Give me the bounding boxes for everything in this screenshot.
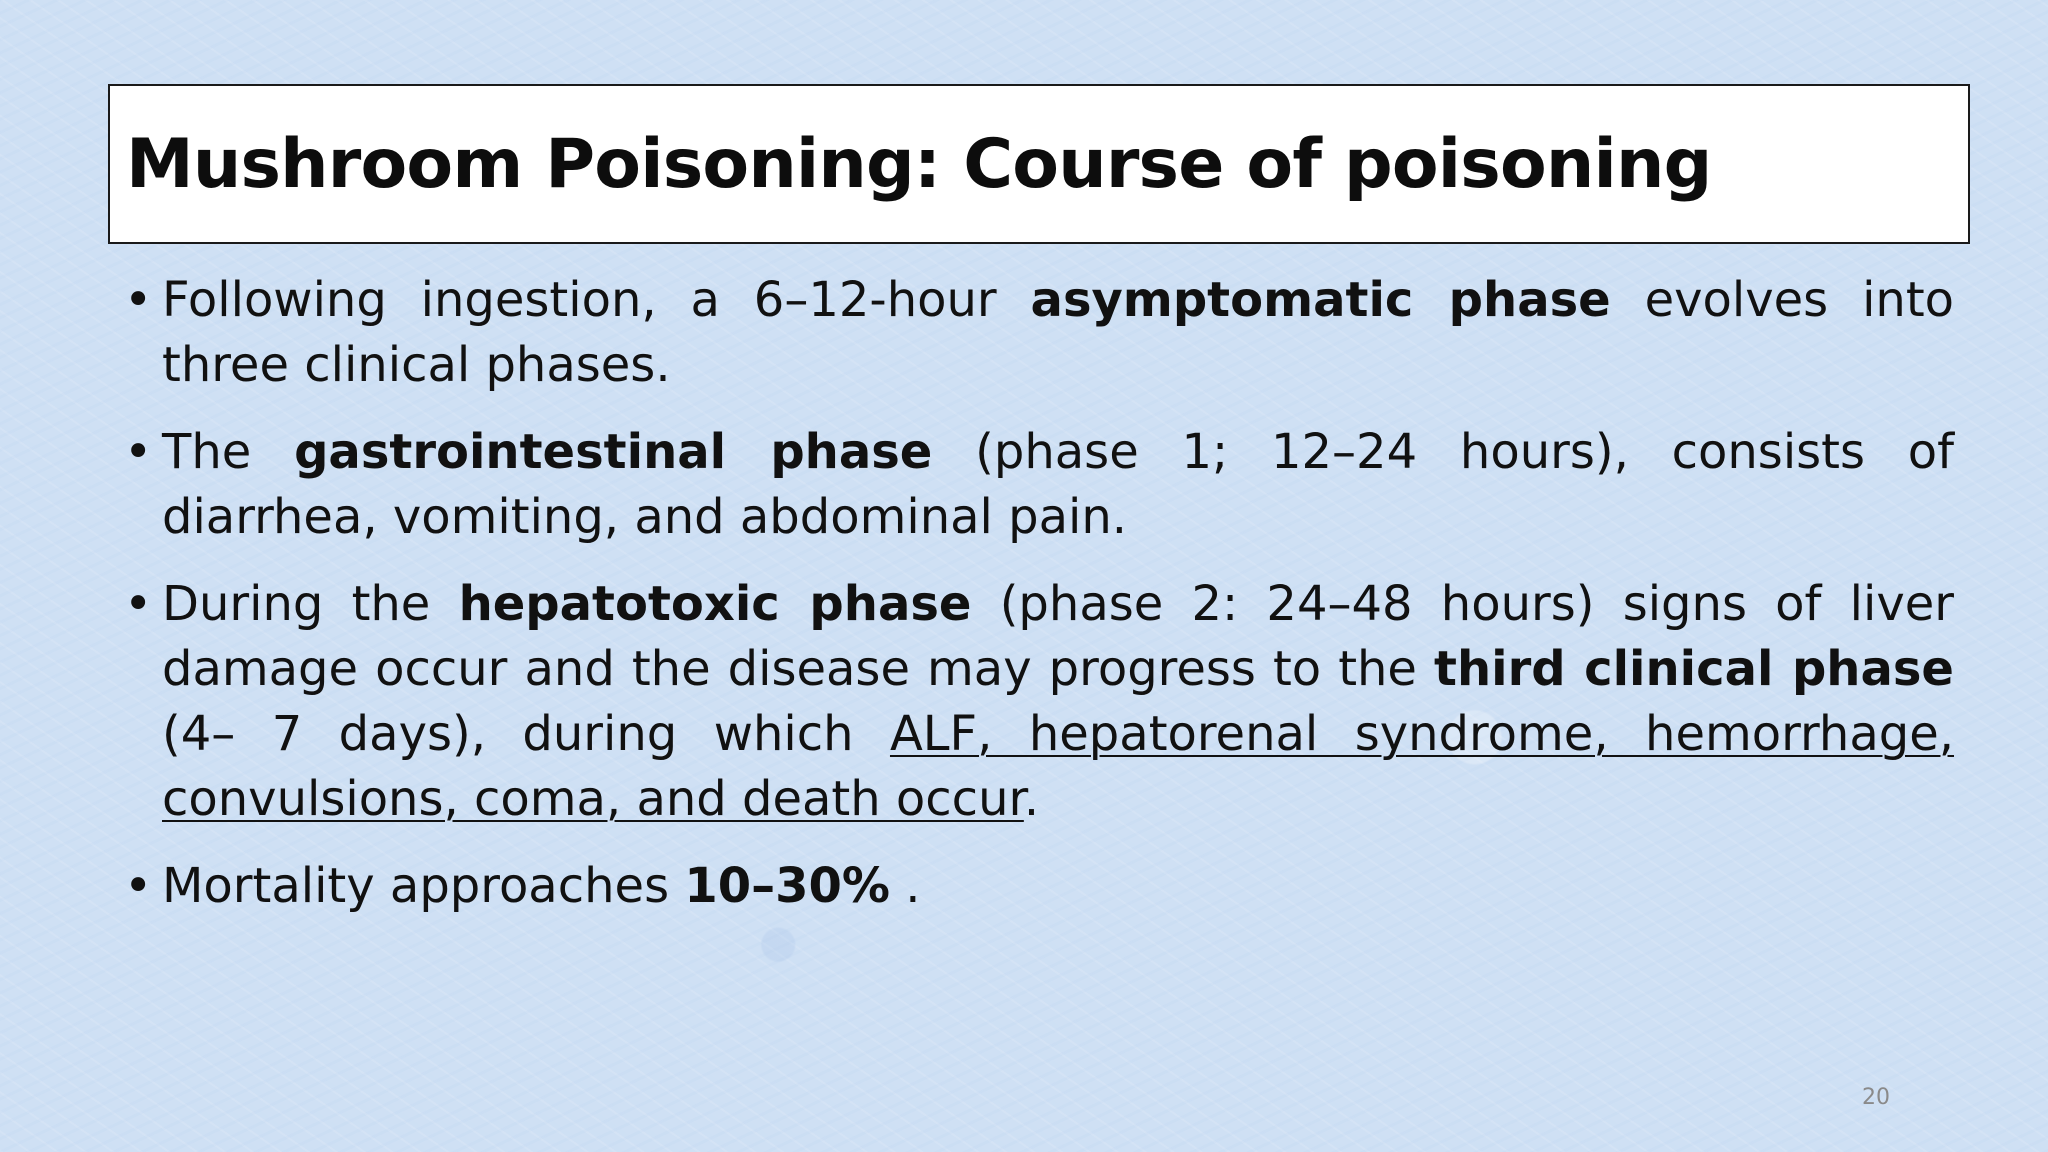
bullet-3-bold-2: third clinical phase: [1434, 641, 1954, 697]
bullet-2-bold-1: gastrointestinal phase: [294, 424, 933, 480]
bullet-3-underlined-text: ALF, hepatorenal syndrome, hemorrhage, convulsions, coma, and death occur: [162, 706, 1954, 827]
bullet-3-text-1: During the: [162, 576, 459, 632]
bullet-1-text-1: Following ingestion, a 6–12-hour: [162, 272, 1031, 328]
title-box: [108, 84, 1970, 244]
bullet-item-2: [124, 420, 1954, 550]
bullet-3-text-4: .: [1023, 771, 1040, 827]
bullet-4-bold-1: 10–30%: [684, 858, 891, 914]
bullet-3-text-2: (phase 2: 24–48 hours) signs of liver damage occur and the disease may progress to the: [162, 576, 1954, 697]
bullet-1-bold-1: asymptomatic phase: [1030, 272, 1611, 328]
bullet-dot: •: [124, 272, 153, 328]
slide-number: 20: [1862, 1085, 1890, 1110]
slide-title: Mushroom Poisoning: Course of poisoning: [126, 124, 1712, 204]
bullet-item-4: [124, 854, 1954, 919]
bullet-4-text-2: .: [890, 858, 921, 914]
bullet-3-bold-1: hepatotoxic phase: [458, 576, 972, 632]
bullet-1-text-2: evolves into three clinical phases.: [162, 272, 1955, 393]
bullet-3-text-3: (4– 7 days), during which: [162, 706, 890, 762]
slide-content: [124, 268, 1954, 941]
bullet-dot: •: [124, 858, 153, 914]
bullet-4-text-1: Mortality approaches: [162, 858, 685, 914]
bullet-item-1: [124, 268, 1954, 398]
bullet-2-text-1: The: [162, 424, 295, 480]
bullet-2-text-2: (phase 1; 12–24 hours), consists of diarrhea, vomiting, and abdominal pain.: [162, 424, 1955, 545]
bullet-dot: •: [124, 576, 153, 632]
bullet-dot: •: [124, 424, 153, 480]
bullet-item-3: [124, 572, 1954, 832]
